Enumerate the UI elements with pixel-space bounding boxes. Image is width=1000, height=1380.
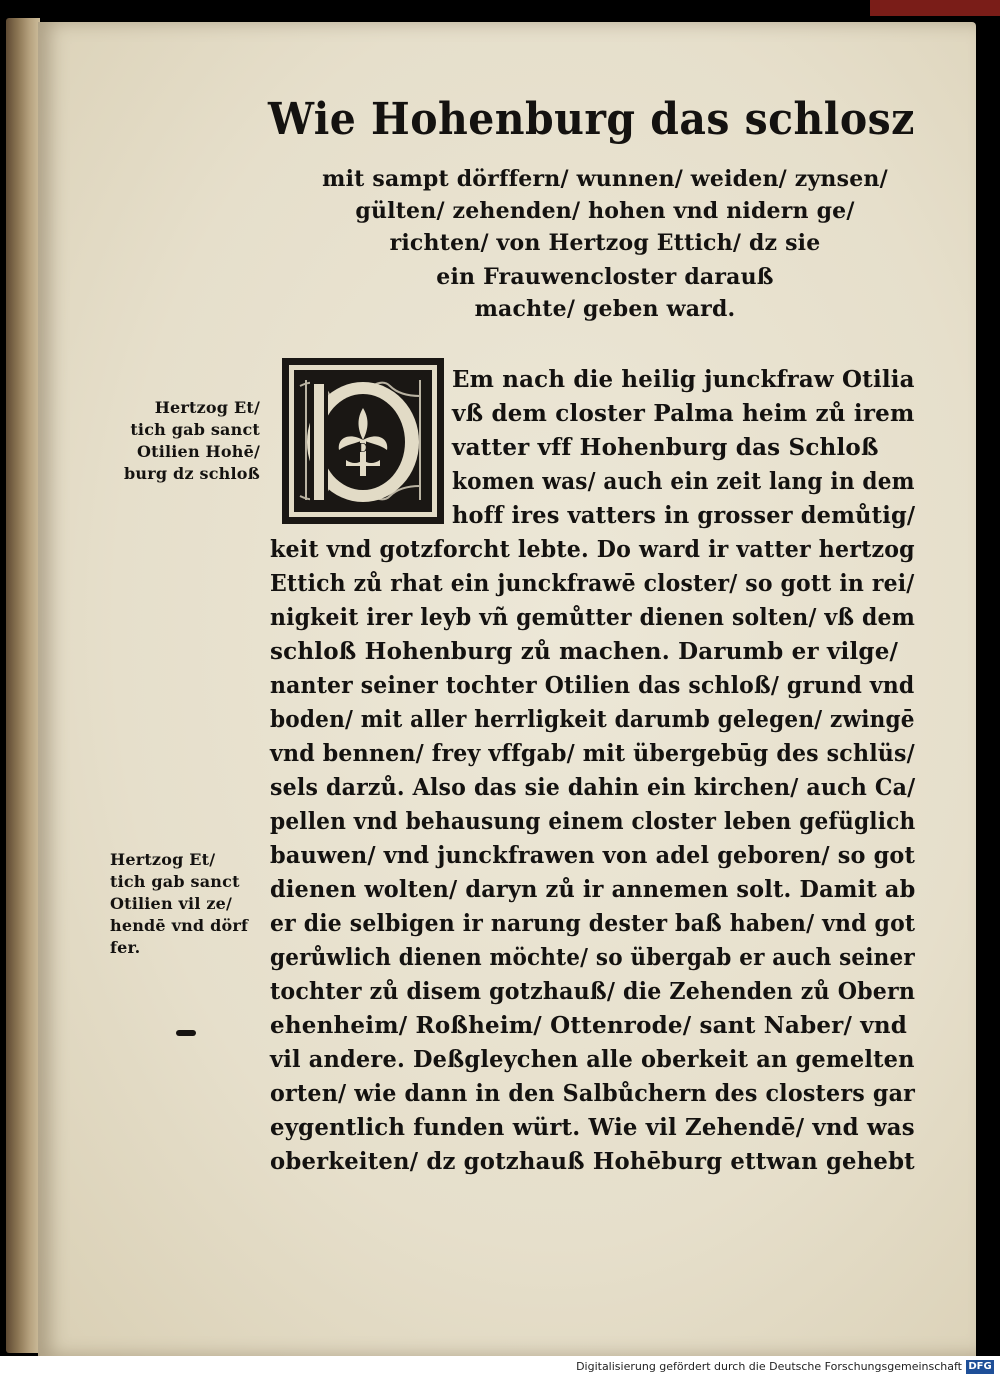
margin-note-line: tich gab sanct [130,420,260,439]
funding-credit: Digitalisierung gefördert durch die Deutsche Forschungsgemeinschaft [576,1360,962,1373]
decorated-initial-d [280,356,446,526]
initial-letter: D [358,441,368,455]
body-line: keit vnd gotzforcht lebte. Do ward ir vatter hertzog [270,536,915,563]
chapter-subtitle-line: ein Frauwencloster darauß [436,264,774,290]
body-line: komen was/ auch ein zeit lang in dem [452,468,915,495]
book-binding [6,18,40,1353]
chapter-subtitle-line: gülten/ zehenden/ hohen vnd nidern ge/ [355,198,855,224]
chapter-subtitle-line: mit sampt dörffern/ wunnen/ weiden/ zynsen/ [322,166,888,192]
margin-note-line: tich gab sanct [110,872,240,891]
margin-note-line: fer. [110,938,141,957]
chapter-subtitle-line: machte/ geben ward. [474,296,736,322]
margin-note-line: Otilien Hohē/ [137,442,260,461]
body-line: nanter seiner tochter Otilien das schloß/ grund vnd [270,672,915,699]
margin-note-line: Otilien vil ze/ [110,894,233,913]
body-line: eygentlich funden würt. Wie vil Zehendē/ vnd was [270,1114,915,1141]
body-line: vatter vff Hohenburg das Schloß [452,434,879,461]
body-line: boden/ mit aller herrligkeit darumb gelegen/ zwingē [270,706,915,733]
body-line: hoff ires vatters in grosser demůtig/ [452,502,916,529]
body-line: tochter zů disem gotzhauß/ die Zehenden zů Obern [270,978,916,1005]
body-line: Em nach die heilig junckfraw Otilia [452,366,915,393]
body-line: gerůwlich dienen möchte/ so übergab er auch seiner [270,944,915,971]
body-line: oberkeiten/ dz gotzhauß Hohēburg ettwan gehebt [270,1148,915,1175]
chapter-title: Wie Hohenburg das schlosz [268,94,915,145]
footer-bar [0,1356,1000,1380]
dfg-logo: DFG [966,1360,994,1374]
body-line: vß dem closter Palma heim zů irem [452,400,915,427]
margin-note-line: burg dz schloß [124,464,260,483]
margin-note-line: Hertzog Et/ [110,850,216,869]
body-line: nigkeit irer leyb vñ gemůtter dienen solten/ vß dem [270,604,916,631]
margin-note-line: Hertzog Et/ [154,398,260,417]
body-line: Ettich zů rhat ein junckfrawē closter/ so gott in rei/ [270,570,915,597]
body-line: schloß Hohenburg zů machen. Darumb er vilge/ [270,638,899,665]
body-line: vnd bennen/ frey vffgab/ mit übergebūg des schlüs/ [270,740,915,767]
body-line: dienen wolten/ daryn zů ir annemen solt. Damit ab [270,876,916,903]
body-line: bauwen/ vnd junckfrawen von adel geboren/ so got [270,842,916,869]
margin-mark [176,1030,196,1036]
body-line: er die selbigen ir narung dester baß haben/ vnd got [270,910,916,937]
cover-edge [870,0,1000,16]
body-line: ehenheim/ Roßheim/ Ottenrode/ sant Naber/ vnd [270,1012,908,1039]
body-line: vil andere. Deßgleychen alle oberkeit an gemelten [270,1046,915,1073]
chapter-subtitle-line: richten/ von Hertzog Ettich/ dz sie [389,230,821,256]
body-line: orten/ wie dann in den Salbůchern des closters gar [270,1080,916,1107]
margin-note-line: hendē vnd dörf [110,916,249,935]
body-line: pellen vnd behausung einem closter leben gefüglich [270,808,916,835]
body-line: sels darzů. Also das sie dahin ein kirchen/ auch Ca/ [270,774,916,801]
